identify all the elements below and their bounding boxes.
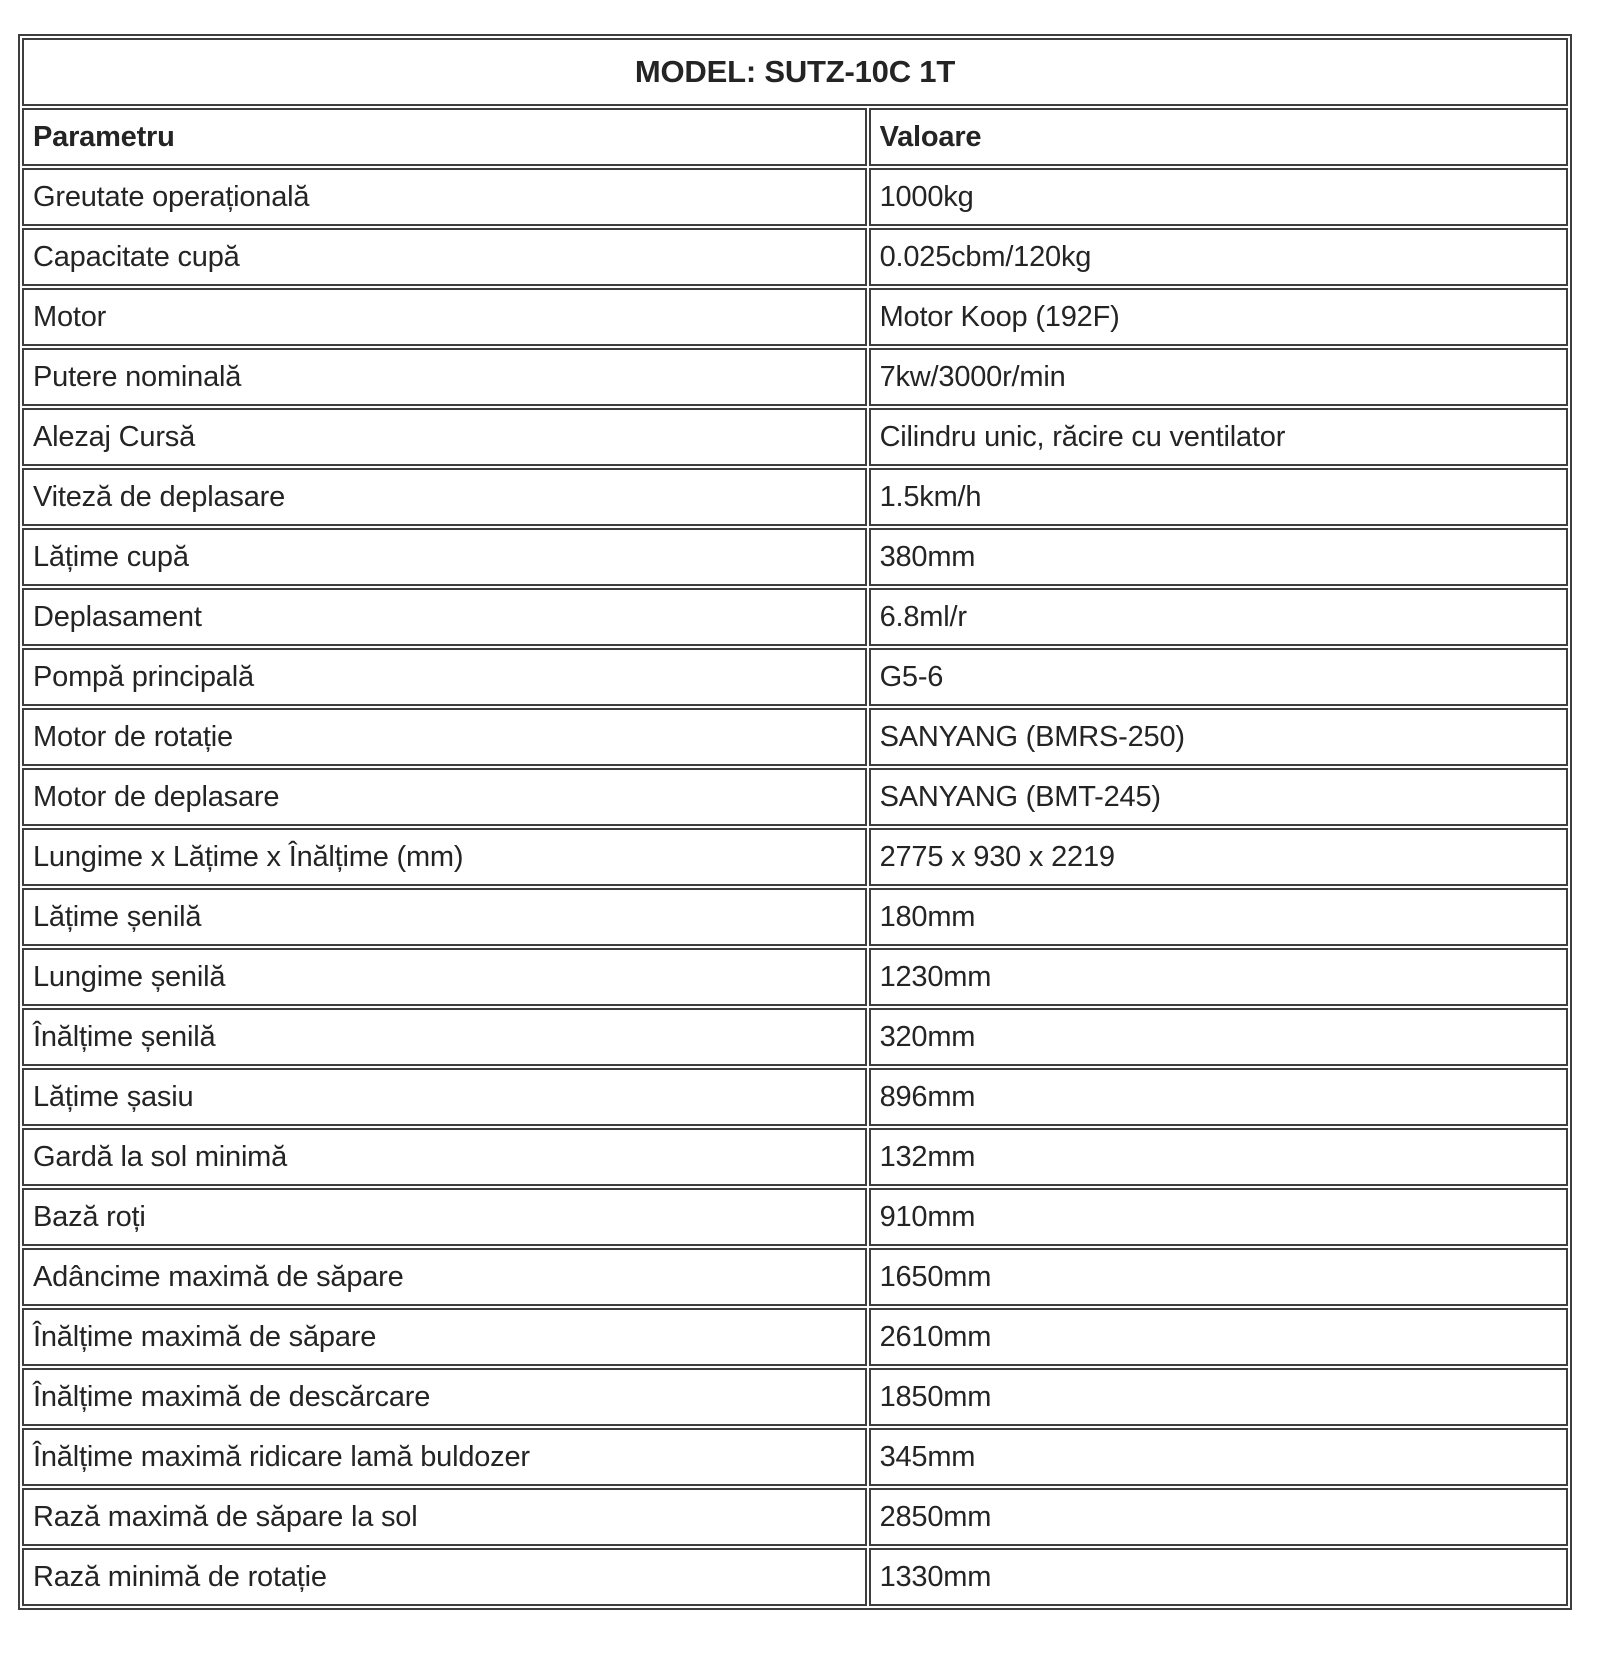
table-title: MODEL: SUTZ-10C 1T (22, 38, 1568, 106)
table-row (22, 288, 1568, 346)
column-header-valoare: Valoare (869, 108, 1568, 166)
table-row (22, 1128, 1568, 1186)
value-cell: 1000kg (869, 168, 1568, 226)
param-cell: Înălțime maximă de descărcare (22, 1368, 867, 1426)
table-row (22, 1068, 1568, 1126)
param-cell: Adâncime maximă de săpare (22, 1248, 867, 1306)
param-cell: Motor (22, 288, 867, 346)
value-cell: 380mm (869, 528, 1568, 586)
value-cell: 0.025cbm/120kg (869, 228, 1568, 286)
table-row (22, 1308, 1568, 1366)
value-cell: 180mm (869, 888, 1568, 946)
table-title-row (22, 38, 1568, 106)
table-row (22, 888, 1568, 946)
value-cell: 2775 x 930 x 2219 (869, 828, 1568, 886)
param-cell: Rază minimă de rotație (22, 1548, 867, 1606)
table-row (22, 948, 1568, 1006)
param-cell: Deplasament (22, 588, 867, 646)
param-cell: Pompă principală (22, 648, 867, 706)
value-cell: 1.5km/h (869, 468, 1568, 526)
param-cell: Înălțime șenilă (22, 1008, 867, 1066)
value-cell: SANYANG (BMRS-250) (869, 708, 1568, 766)
value-cell: 1650mm (869, 1248, 1568, 1306)
value-cell: 910mm (869, 1188, 1568, 1246)
value-cell: G5-6 (869, 648, 1568, 706)
value-cell: 320mm (869, 1008, 1568, 1066)
value-cell: SANYANG (BMT-245) (869, 768, 1568, 826)
param-cell: Lățime șasiu (22, 1068, 867, 1126)
table-row (22, 528, 1568, 586)
table-row (22, 1548, 1568, 1606)
table-row (22, 1428, 1568, 1486)
spec-table (18, 34, 1572, 1610)
param-cell: Capacitate cupă (22, 228, 867, 286)
value-cell: 132mm (869, 1128, 1568, 1186)
param-cell: Lungime șenilă (22, 948, 867, 1006)
param-cell: Motor de rotație (22, 708, 867, 766)
param-cell: Lățime cupă (22, 528, 867, 586)
table-header-row (22, 108, 1568, 166)
value-cell: 345mm (869, 1428, 1568, 1486)
value-cell: 2610mm (869, 1308, 1568, 1366)
table-row (22, 228, 1568, 286)
column-header-parametru: Parametru (22, 108, 867, 166)
param-cell: Înălțime maximă ridicare lamă buldozer (22, 1428, 867, 1486)
table-row (22, 1368, 1568, 1426)
param-cell: Putere nominală (22, 348, 867, 406)
table-row (22, 648, 1568, 706)
param-cell: Bază roți (22, 1188, 867, 1246)
value-cell: Cilindru unic, răcire cu ventilator (869, 408, 1568, 466)
value-cell: 896mm (869, 1068, 1568, 1126)
param-cell: Viteză de deplasare (22, 468, 867, 526)
table-row (22, 408, 1568, 466)
param-cell: Lățime șenilă (22, 888, 867, 946)
value-cell: Motor Koop (192F) (869, 288, 1568, 346)
table-row (22, 1008, 1568, 1066)
table-row (22, 468, 1568, 526)
value-cell: 6.8ml/r (869, 588, 1568, 646)
param-cell: Lungime x Lățime x Înălțime (mm) (22, 828, 867, 886)
table-row (22, 708, 1568, 766)
param-cell: Motor de deplasare (22, 768, 867, 826)
param-cell: Rază maximă de săpare la sol (22, 1488, 867, 1546)
value-cell: 1330mm (869, 1548, 1568, 1606)
table-row (22, 588, 1568, 646)
param-cell: Înălțime maximă de săpare (22, 1308, 867, 1366)
table-row (22, 1488, 1568, 1546)
value-cell: 2850mm (869, 1488, 1568, 1546)
param-cell: Gardă la sol minimă (22, 1128, 867, 1186)
value-cell: 1850mm (869, 1368, 1568, 1426)
param-cell: Alezaj Cursă (22, 408, 867, 466)
value-cell: 7kw/3000r/min (869, 348, 1568, 406)
table-row (22, 348, 1568, 406)
param-cell: Greutate operațională (22, 168, 867, 226)
table-row (22, 1248, 1568, 1306)
table-row (22, 768, 1568, 826)
value-cell: 1230mm (869, 948, 1568, 1006)
table-row (22, 828, 1568, 886)
table-row (22, 1188, 1568, 1246)
table-row (22, 168, 1568, 226)
